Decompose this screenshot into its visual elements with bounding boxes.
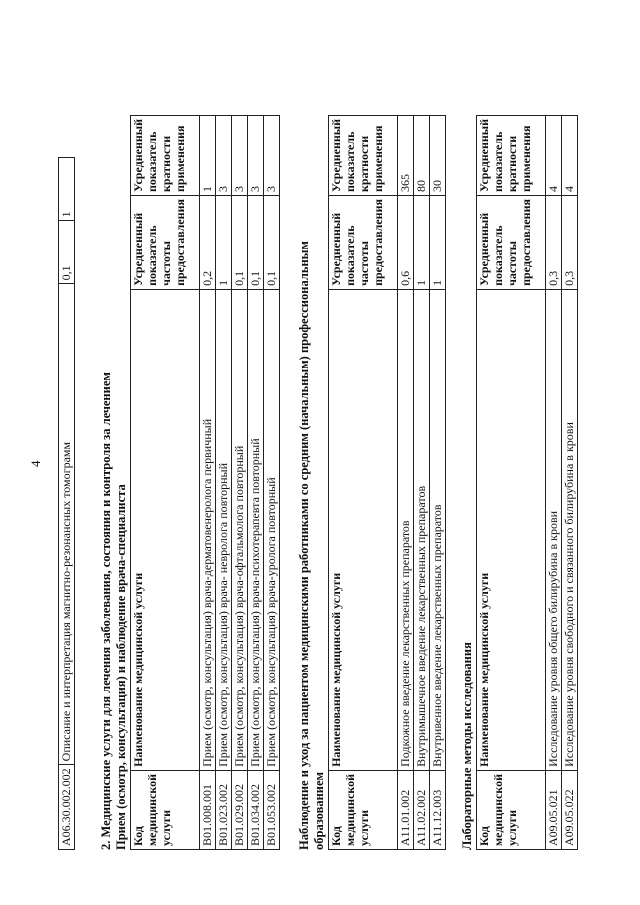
cell-mult: 365	[398, 115, 414, 195]
header-mult: Усредненный показатель кратности применения	[477, 115, 546, 195]
cell-name: Исследование уровня свободного и связанного билирубина в крови	[562, 289, 578, 770]
cell-mult: 4	[562, 115, 578, 195]
header-freq: Усредненный показатель частоты предоставления	[131, 196, 200, 290]
cell-name: Прием (осмотр, консультация) врача-офтальмолога повторный	[232, 289, 248, 770]
table-row	[546, 115, 562, 849]
page-number: 4	[28, 460, 43, 467]
cell-freq: 0,1	[59, 221, 75, 284]
group-title-2-line-1: Наблюдение и уход за пациентом медицинскими работниками со средним (начальным) профессиональным	[297, 241, 311, 850]
cell-mult: 3	[216, 115, 232, 195]
table-row	[232, 115, 248, 849]
table-header	[131, 115, 200, 849]
group-title-2-line-2: образованием	[312, 771, 326, 850]
header-name: Наименование медицинской услуги	[329, 289, 398, 770]
table-row	[562, 115, 578, 849]
cell-code: A09.05.021	[546, 770, 562, 849]
table-nursing	[328, 115, 446, 850]
cell-code: B01.029.002	[232, 770, 248, 849]
cell-code: A11.12.003	[430, 770, 446, 849]
table-row	[414, 115, 430, 849]
table-row	[59, 158, 75, 850]
cell-name: Прием (осмотр, консультация) врача-психотерапевта повторный	[248, 289, 264, 770]
cell-name: Описание и интерпретация магнитно-резонансных томограмм	[59, 284, 75, 765]
cell-mult: 3	[248, 115, 264, 195]
table-row	[248, 115, 264, 849]
cell-name: Подкожное введение лекарственных препаратов	[398, 289, 414, 770]
table-row	[430, 115, 446, 849]
table-lab	[476, 115, 578, 850]
section-title: 2. Медицинские услуги для лечения заболевания, состояния и контроля за лечением	[99, 372, 113, 850]
cell-freq: 0,3	[562, 196, 578, 290]
cell-code: A11.01.002	[398, 770, 414, 849]
cell-name: Исследование уровня общего билирубина в крови	[546, 289, 562, 770]
cell-freq: 0,2	[200, 196, 216, 290]
cell-name: Прием (осмотр, консультация) врача- невролога повторный	[216, 289, 232, 770]
cell-mult: 1	[59, 158, 75, 221]
cell-name: Внутривенное введение лекарственных препаратов	[430, 289, 446, 770]
table-row	[216, 115, 232, 849]
table-row	[398, 115, 414, 849]
cell-freq: 0,1	[248, 196, 264, 290]
cell-name: Прием (осмотр, консультация) врача-дерматовенеролога первичный	[200, 289, 216, 770]
cell-code: B01.008.001	[200, 770, 216, 849]
table-row	[200, 115, 216, 849]
header-name: Наименование медицинской услуги	[477, 289, 546, 770]
header-code: Код медицинской услуги	[131, 770, 200, 849]
header-code: Код медицинской услуги	[329, 770, 398, 849]
group-title-1: Прием (осмотр, консультация) и наблюдение врача-специалиста	[114, 484, 128, 850]
cell-code: A11.02.002	[414, 770, 430, 849]
header-code: Код медицинской услуги	[477, 770, 546, 849]
cell-mult: 1	[200, 115, 216, 195]
cell-code: B01.053.002	[264, 770, 280, 849]
group-title-3: Лабораторные методы исследования	[460, 642, 474, 850]
table-row	[264, 115, 280, 849]
table-specialists	[130, 115, 280, 850]
cell-mult: 3	[264, 115, 280, 195]
cell-mult: 30	[430, 115, 446, 195]
cell-freq: 1	[414, 196, 430, 290]
cell-freq: 0,3	[546, 196, 562, 290]
cell-code: B01.023.002	[216, 770, 232, 849]
header-freq: Усредненный показатель частоты предоставления	[329, 196, 398, 290]
cell-freq: 0,1	[264, 196, 280, 290]
cell-freq: 1	[430, 196, 446, 290]
cell-code: A06.30.002.002	[59, 765, 75, 850]
header-name: Наименование медицинской услуги	[131, 289, 200, 770]
cell-mult: 80	[414, 115, 430, 195]
header-mult: Усредненный показатель кратности применения	[131, 115, 200, 195]
header-freq: Усредненный показатель частоты предоставления	[477, 196, 546, 290]
cell-mult: 3	[232, 115, 248, 195]
header-mult: Усредненный показатель кратности применения	[329, 115, 398, 195]
table-header	[477, 115, 546, 849]
cell-mult: 4	[546, 115, 562, 195]
cell-code: A09.05.022	[562, 770, 578, 849]
cell-freq: 0,1	[232, 196, 248, 290]
cell-freq: 0,6	[398, 196, 414, 290]
cell-name: Прием (осмотр, консультация) врача-уролога повторный	[264, 289, 280, 770]
table-header	[329, 115, 398, 849]
top-table	[58, 157, 75, 850]
cell-name: Внутримышечное введение лекарственных препаратов	[414, 289, 430, 770]
cell-freq: 1	[216, 196, 232, 290]
cell-code: B01.034.002	[248, 770, 264, 849]
